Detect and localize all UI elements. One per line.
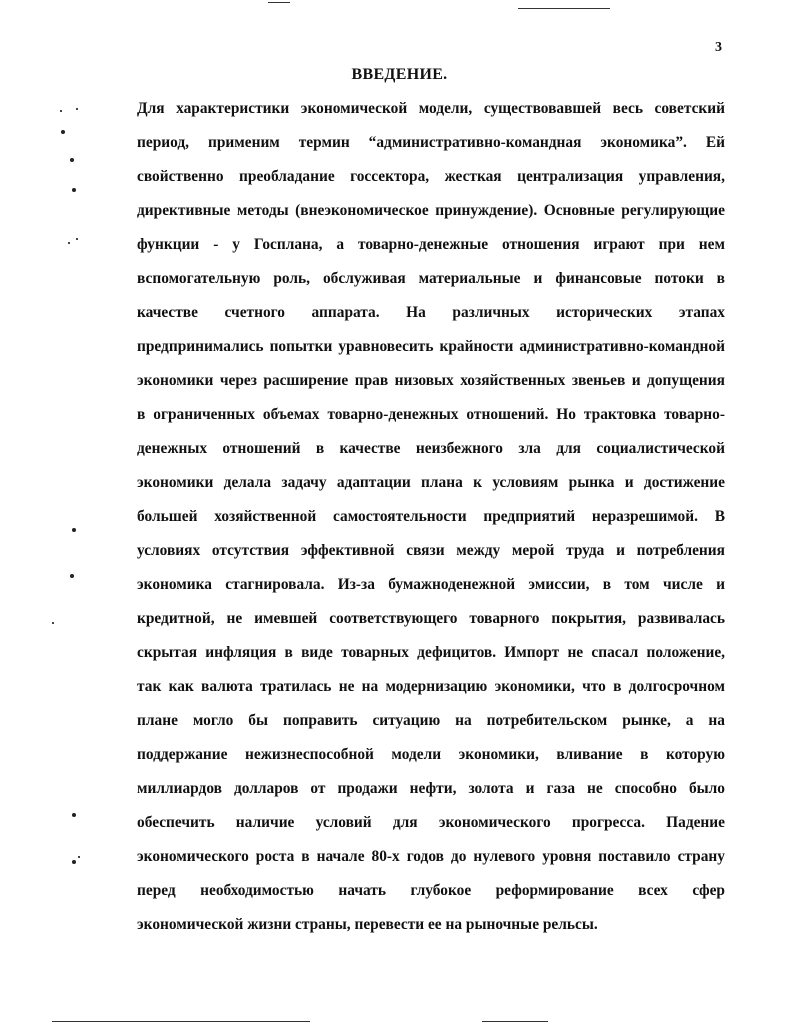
text-line: экономического роста в начале 80-х годов до нулевого уровня поставило страну (137, 848, 725, 865)
text-line: в ограниченных объемах товарно-денежных отношений. Но трактовка товарно- (137, 406, 725, 423)
margin-mark (76, 108, 78, 110)
margin-mark (52, 622, 54, 624)
text-line: экономической жизни страны, перевести ее на рыночные рельсы. (137, 916, 598, 933)
text-line: свойственно преобладание госсектора, жесткая централизация управления, (137, 168, 725, 185)
text-line: так как валюта тратилась не на модернизацию экономики, что в долгосрочном (137, 678, 725, 695)
page-number: 3 (715, 40, 722, 55)
text-line: качестве счетного аппарата. На различных исторических этапах (137, 304, 725, 321)
text-line: период, применим термин “административно-командная экономика”. Ей (137, 134, 725, 151)
text-line: предпринимались попытки уравновесить крайности административно-командной (137, 338, 725, 355)
text-line: экономики делала задачу адаптации плана к условиям рынка и достижение (137, 474, 725, 491)
text-line: миллиардов долларов от продажи нефти, золота и газа не способно было (137, 780, 725, 797)
body-paragraph (137, 96, 725, 946)
margin-mark (76, 238, 78, 240)
margin-mark (60, 110, 62, 112)
text-line: денежных отношений в качестве неизбежного зла для социалистической (137, 440, 725, 457)
text-line: перед необходимостью начать глубокое реформирование всех сфер (137, 882, 725, 899)
margin-dot (70, 158, 74, 162)
text-line: экономика стагнировала. Из-за бумажноденежной эмиссии, в том числе и (137, 576, 725, 593)
text-line: вспомогательную роль, обслуживая материальные и финансовые потоки в (137, 270, 725, 287)
margin-mark (78, 856, 80, 858)
margin-dot (61, 130, 65, 134)
scan-rule-bottom-2 (482, 1021, 548, 1022)
text-line: плане могло бы поправить ситуацию на потребительском рынке, а на (137, 712, 725, 729)
text-line: обеспечить наличие условий для экономического прогресса. Падение (137, 814, 725, 831)
page-title: ВВЕДЕНИЕ. (351, 66, 448, 83)
text-line: условиях отсутствия эффективной связи между мерой труда и потребления (137, 542, 725, 559)
text-line: скрытая инфляция в виде товарных дефицитов. Импорт не спасал положение, (137, 644, 725, 661)
text-line: кредитной, не имевшей соответствующего товарного покрытия, развивалась (137, 610, 725, 627)
text-line: Для характеристики экономической модели, существовавшей весь советский (137, 100, 725, 117)
margin-dot (72, 528, 76, 532)
margin-dot (72, 813, 76, 817)
text-line: большей хозяйственной самостоятельности предприятий неразрешимой. В (137, 508, 725, 525)
scan-rule-top-1 (268, 2, 290, 3)
scan-rule-top-2 (518, 8, 610, 9)
text-line: директивные методы (внеэкономическое принуждение). Основные регулирующие (137, 202, 725, 219)
margin-dot (72, 860, 76, 864)
margin-dot (70, 574, 74, 578)
margin-dot (72, 188, 76, 192)
scan-rule-bottom-1 (52, 1021, 310, 1022)
text-line: экономики через расширение прав низовых хозяйственных звеньев и допущения (137, 372, 725, 389)
text-line: поддержание нежизнеспособной модели экономики, вливание в которую (137, 746, 725, 763)
margin-mark (68, 242, 70, 244)
text-line: функции - у Госплана, а товарно-денежные отношения играют при нем (137, 236, 725, 253)
